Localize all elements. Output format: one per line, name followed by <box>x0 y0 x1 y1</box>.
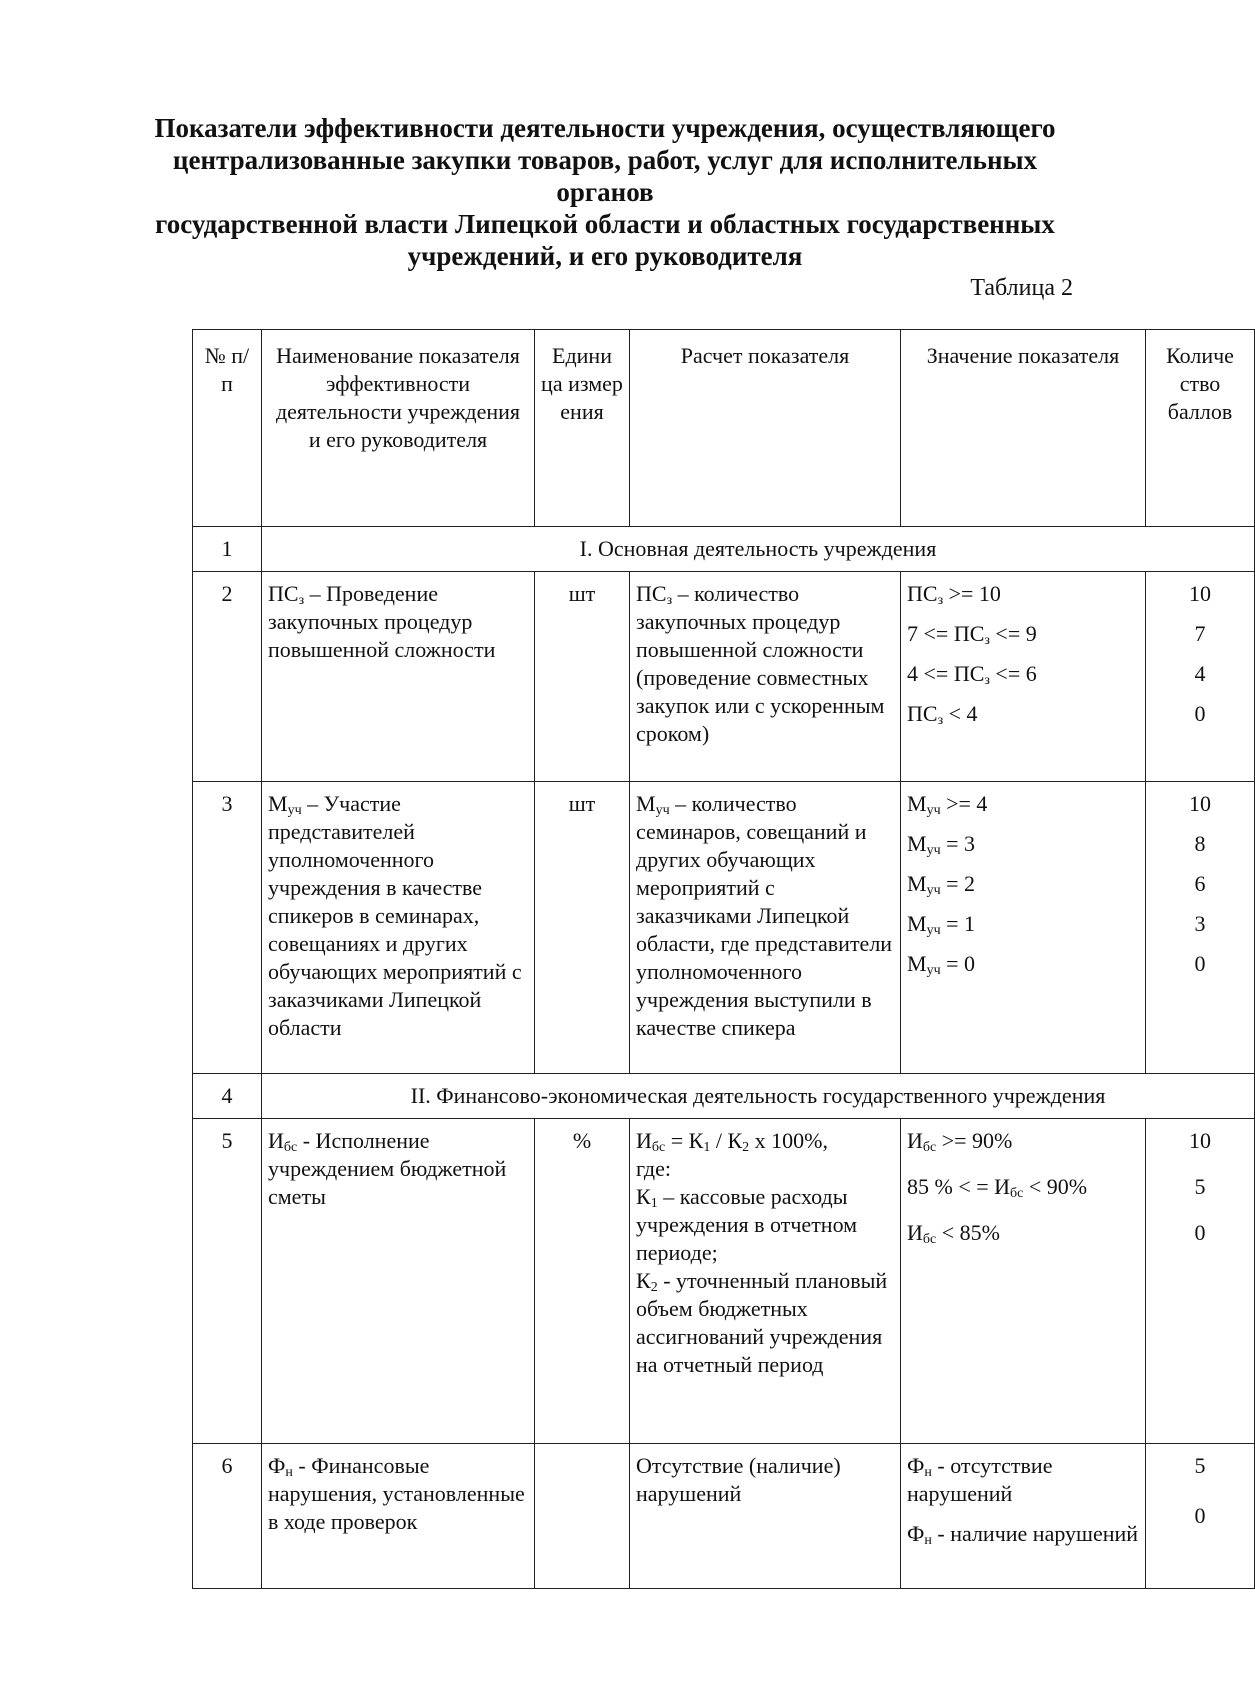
indicators-table <box>192 329 1255 1589</box>
row-num: 4 <box>193 1074 262 1119</box>
indicator-name: $М_{уч}$ – Участие представителей уполномоченного учреждения в качестве спикеров в семинарах, совещаниях и других обучающих мероприятий с заказчиками Липецкой области <box>262 782 535 1074</box>
table-row <box>193 782 1255 1074</box>
value-item: $М_{уч} = 3$ <box>907 831 976 858</box>
row-num: 5 <box>193 1119 262 1444</box>
value-item: $М_{уч} >= 4$ <box>907 791 988 818</box>
value-item: $М_{уч} = 2$ <box>907 871 976 898</box>
header-num: № п/п <box>193 330 262 527</box>
indicator-points: 10 5 0 <box>1146 1119 1255 1444</box>
document-title <box>150 112 1060 272</box>
indicator-values <box>901 1444 1146 1589</box>
table-row <box>193 1444 1255 1589</box>
title-line: учреждений, и его руководителя <box>407 241 803 271</box>
title-line: государственной власти Липецкой области и областных государственных <box>155 209 1055 239</box>
row-num: 6 <box>193 1444 262 1589</box>
value-item: $ПС_з < 4$ <box>907 701 978 728</box>
value-item: $4 <= ПС_з <= 6$ <box>907 661 1037 688</box>
header-unit: Едини ца измер ения <box>535 330 630 527</box>
value-item: $И_{бс} >= 90\%$ <box>907 1128 1013 1155</box>
indicator-values <box>901 1119 1146 1444</box>
table-header-row <box>193 330 1255 527</box>
row-num: 1 <box>193 527 262 572</box>
indicator-unit <box>535 1444 630 1589</box>
value-item: $ПС_з >= 10$ <box>907 581 1001 608</box>
value-item: 85 % < = $И_{бс} < 90\%$ <box>907 1174 1088 1201</box>
section-title: I. Основная деятельность учреждения <box>262 527 1255 572</box>
indicator-name: $ПС_з$ – Проведение закупочных процедур повышенной сложности <box>262 572 535 782</box>
row-num: 3 <box>193 782 262 1074</box>
indicator-values <box>901 782 1146 1074</box>
row-num: 2 <box>193 572 262 782</box>
title-line: Показатели эффективности деятельности учреждения, осуществляющего <box>154 113 1056 143</box>
indicator-points: 10 7 4 0 <box>1146 572 1255 782</box>
indicator-name: $Ф_н$ - Финансовые нарушения, установленные в ходе проверок <box>262 1444 535 1589</box>
indicator-values <box>901 572 1146 782</box>
indicator-points: 10 8 6 3 0 <box>1146 782 1255 1074</box>
header-calc: Расчет показателя <box>630 330 901 527</box>
value-item: $И_{бс} < 85\%$ <box>907 1220 1000 1247</box>
title-line: централизованные закупки товаров, работ, услуг для исполнительных органов <box>172 145 1038 207</box>
indicator-calc: $ПС_з$ – количество закупочных процедур повышенной сложности (проведение совместных закупок или с ускоренным сроком) <box>630 572 901 782</box>
value-item: $7 <= ПС_з <= 9$ <box>907 621 1037 648</box>
indicator-unit: шт <box>535 782 630 1074</box>
table-row <box>193 1119 1255 1444</box>
section-row <box>193 1074 1255 1119</box>
indicator-calc: Отсутствие (наличие) нарушений <box>630 1444 901 1589</box>
section-row <box>193 527 1255 572</box>
indicator-name: $И_{бс}$ - Исполнение учреждением бюджетной сметы <box>262 1119 535 1444</box>
header-points: Количе ство баллов <box>1146 330 1255 527</box>
indicator-unit: шт <box>535 572 630 782</box>
value-item: $М_{уч} = 1$ <box>907 911 976 938</box>
header-name: Наименование показателя эффективности деятельности учреждения и его руководителя <box>262 330 535 527</box>
indicator-calc: $И_{бс} = К_1 / К_2$ х 100%, где: $К_1$ – кассовые расходы учреждения в отчетном периоде; $К_2$ - уточненный плановый объем бюджетных ассигнований учреждения на отчетный период <box>630 1119 901 1444</box>
value-item: $Ф_н$ - отсутствие нарушений <box>907 1453 1053 1506</box>
table-caption: Таблица 2 <box>970 275 1073 301</box>
table-row <box>193 572 1255 782</box>
indicator-calc: $М_{уч}$ – количество семинаров, совещаний и других обучающих мероприятий с заказчиками Липецкой области, где представители уполномоченного учреждения выступили в качестве спикера <box>630 782 901 1074</box>
value-item: $М_{уч} = 0$ <box>907 951 976 978</box>
value-item: $Ф_н$ - наличие нарушений <box>907 1521 1139 1548</box>
indicator-points: 5 0 <box>1146 1444 1255 1589</box>
indicator-unit: % <box>535 1119 630 1444</box>
section-title: II. Финансово-экономическая деятельность государственного учреждения <box>262 1074 1255 1119</box>
header-value: Значение показателя <box>901 330 1146 527</box>
